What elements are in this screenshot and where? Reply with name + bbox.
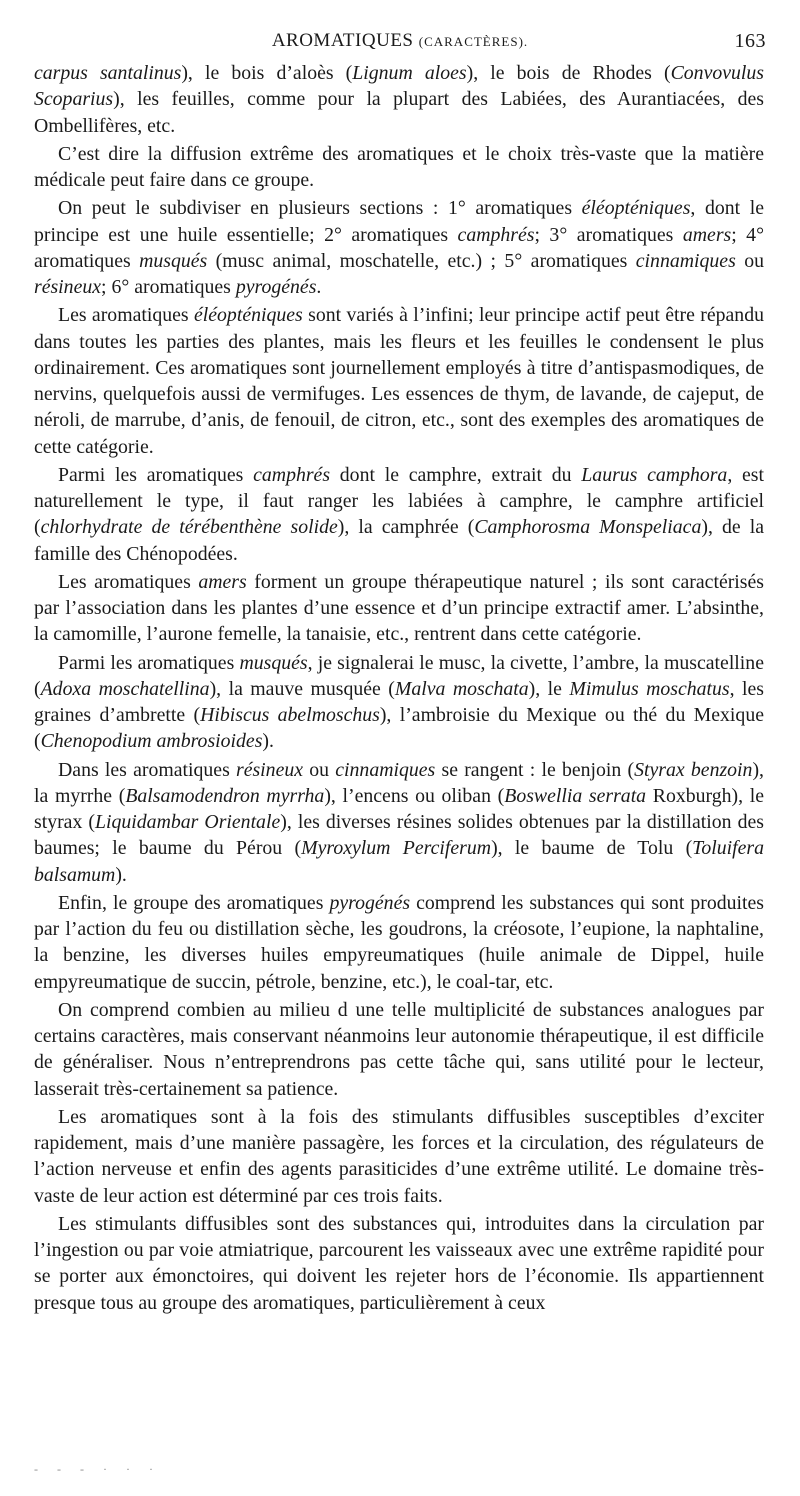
- italic-term: Malva moschata: [394, 677, 529, 700]
- text-run: Les aromatiques: [58, 570, 199, 593]
- body-text: [34, 60, 764, 1316]
- italic-term: Liquidambar Orientale: [95, 811, 281, 833]
- italic-term: amers: [682, 223, 732, 246]
- italic-term: musqués: [139, 249, 208, 272]
- text-run: forment un groupe thérapeutique naturel ; ils sont caractérisés par l’association dans les plantes d’une essence et d’un principe extractif amer. L’absinthe, la camomille, l’aurone femelle, la tanaisie, etc., rentrent dans cette catégorie.: [34, 570, 764, 646]
- text-run: ), le baume de Tolu (: [491, 837, 693, 860]
- italic-term: Adoxa moschatellina: [40, 677, 210, 700]
- text-run: ou: [303, 758, 336, 781]
- text-run: sont variés à l’infini; leur principe actif peut être répandu dans toutes les parties des plantes, mais les fleurs et les feuilles le condensent le plus ordinairement. Ces aromatiques sont journellement employés à titre d’antispasmodiques, de nervins, quelquefois aussi de vermifuges. Les essences de thym, de lavande, de cajeput, de néroli, de marrube, d’anis, de fenouil, de citron, etc., sont des exemples des aromatiques de cette catégorie.: [34, 304, 764, 458]
- text-run: .: [316, 276, 322, 298]
- italic-term: pyrogénés: [329, 891, 411, 914]
- text-run: Les stimulants diffusibles sont des substances qui, introduites dans la circulation par l’ingestion ou par voie atmiatrique, parcourent les vaisseaux avec une extrême rapidité pour se porter aux émonctoires, qui doivent les rejeter hors de l’économie. Ils appartiennent presque tous au groupe des aromatiques, particulièrement à ceux: [34, 1212, 764, 1314]
- text-run: ), de la famille des Chénopodées.: [34, 516, 765, 565]
- page-number: 163: [734, 30, 766, 52]
- italic-term: Balsamodendron myrrha: [125, 784, 325, 807]
- text-run: C’est dire la diffusion extrême des aromatiques et le choix très-vaste que la matière médicale peut faire dans ce groupe.: [34, 142, 764, 191]
- text-run: , les graines d’ambrette (: [34, 677, 765, 726]
- paragraph: [34, 1211, 764, 1316]
- text-run: ).: [262, 730, 274, 753]
- bottom-specks: - - - · · ·: [34, 1462, 161, 1476]
- italic-term: Mimulus moschatus: [569, 677, 730, 700]
- text-run: ), les diverses résines solides obtenues par la distillation des baumes; le baume du Pérou (: [34, 811, 765, 860]
- paragraph: [34, 569, 764, 648]
- text-run: ou: [735, 249, 764, 272]
- text-run: Les aromatiques sont à la fois des stimulants diffusibles susceptibles d’exciter rapidement, mais d’une manière passagère, les forces et la circulation, des régulateurs de l’action nerveuse et enfin des agents parasiticides d’une extrême utilité. Le domaine très-vaste de leur action est déterminé par ces trois faits.: [34, 1105, 764, 1207]
- paragraph: [34, 650, 764, 755]
- running-title-sub: (CARACTÈRES).: [418, 34, 529, 49]
- text-run: , est naturellement le type, il faut ranger les labiées à camphre, le camphre artificiel (: [34, 463, 764, 539]
- paragraph: [34, 997, 764, 1102]
- text-run: se rangent : le benjoin (: [435, 758, 635, 781]
- italic-term: cinnamiques: [635, 249, 736, 272]
- italic-term: camphrés: [457, 223, 535, 246]
- paragraph: [34, 757, 764, 888]
- paragraph: [34, 1104, 764, 1209]
- italic-term: chlorhydrate de térébenthène solide: [40, 516, 338, 539]
- italic-term: Lignum aloes: [352, 62, 467, 84]
- paragraph: [34, 462, 764, 567]
- text-run: Enfin, le groupe des aromatiques: [58, 891, 330, 914]
- italic-term: Myroxylum Perciferum: [301, 837, 492, 860]
- paragraph: [34, 141, 764, 194]
- text-run: Les aromatiques: [58, 304, 194, 327]
- italic-term: camphrés: [253, 463, 331, 486]
- text-run: Dans les aromatiques: [58, 758, 236, 781]
- text-run: ).: [115, 863, 127, 886]
- running-title-main: AROMATIQUES: [271, 30, 414, 51]
- italic-term: cinnamiques: [335, 758, 436, 781]
- paragraph: [34, 302, 764, 460]
- running-header: [34, 30, 766, 56]
- text-run: ), le bois de Rhodes (: [466, 62, 671, 84]
- text-run: ), les feuilles, comme pour la plupart des Labiées, des Aurantiacées, des Ombellifères, etc.: [34, 88, 764, 137]
- text-run: ; 4° aromatiques: [34, 223, 764, 272]
- paragraph: [34, 195, 764, 300]
- italic-term: Camphorosma Monspeliaca: [474, 516, 702, 539]
- italic-term: Convovulus Scoparius: [34, 62, 764, 111]
- text-run: Parmi les aromatiques: [58, 651, 240, 674]
- italic-term: Styrax benzoin: [634, 758, 753, 781]
- text-run: (musc animal, moschatelle, etc.) ; 5° aromatiques: [207, 249, 636, 272]
- text-run: Roxburgh), le styrax (: [34, 784, 764, 833]
- italic-term: carpus santalinus: [34, 62, 182, 84]
- text-run: comprend les substances qui sont produites par l’action du feu ou distillation sèche, les goudrons, la créosote, l’eupione, la naphtaline, la benzine, les diverses huiles empyreumatiques (huile animale de Dippel, huile empyreumatique de succin, pétrole, benzine, etc.), le coal-tar, etc.: [34, 891, 765, 993]
- italic-term: Hibiscus abelmoschus: [200, 704, 380, 726]
- running-title: [34, 30, 766, 52]
- text-run: , je signalerai le musc, la civette, l’ambre, la muscatelline (: [34, 651, 764, 700]
- text-run: ), l’encens ou oliban (: [324, 784, 505, 807]
- text-run: ), la camphrée (: [337, 516, 475, 539]
- text-run: dont le camphre, extrait du: [330, 463, 582, 486]
- text-run: ), la mauve musquée (: [209, 677, 395, 700]
- italic-term: Boswellia serrata: [504, 784, 647, 807]
- italic-term: pyrogénés: [235, 276, 317, 298]
- text-run: On peut le subdiviser en plusieurs sections : 1° aromatiques: [58, 197, 582, 220]
- italic-term: éléopténiques: [193, 304, 303, 327]
- text-run: ; 3° aromatiques: [534, 223, 683, 246]
- italic-term: Chenopodium ambrosioides: [40, 730, 263, 753]
- text-run: On comprend combien au milieu d une telle multiplicité de substances analogues par certains caractères, mais conservant néanmoins leur autonomie thérapeutique, il est difficile de généraliser. Nous n’entreprendrons pas cette tâche qui, sans utilité pour le lecteur, lasserait très-certainement sa patience.: [34, 998, 764, 1100]
- italic-term: amers: [198, 570, 247, 593]
- text-run: ), le: [528, 677, 570, 700]
- text-run: ), l’ambroisie du Mexique ou thé du Mexique (: [34, 704, 764, 753]
- text-run: , dont le principe est une huile essentielle; 2° aromatiques: [34, 197, 764, 246]
- paragraph: [34, 60, 764, 139]
- italic-term: Toluifera balsamum: [34, 837, 764, 886]
- italic-term: Laurus camphora: [581, 463, 728, 486]
- italic-term: éléopténiques: [581, 197, 691, 220]
- text-run: Parmi les aromatiques: [58, 463, 254, 486]
- text-run: ), le bois d’aloès (: [181, 62, 353, 84]
- italic-term: résineux: [34, 276, 102, 298]
- italic-term: musqués: [239, 651, 308, 674]
- italic-term: résineux: [236, 758, 304, 781]
- text-run: ; 6° aromatiques: [101, 276, 236, 298]
- text-run: ), la myrrhe (: [34, 758, 764, 807]
- paragraph: [34, 890, 764, 995]
